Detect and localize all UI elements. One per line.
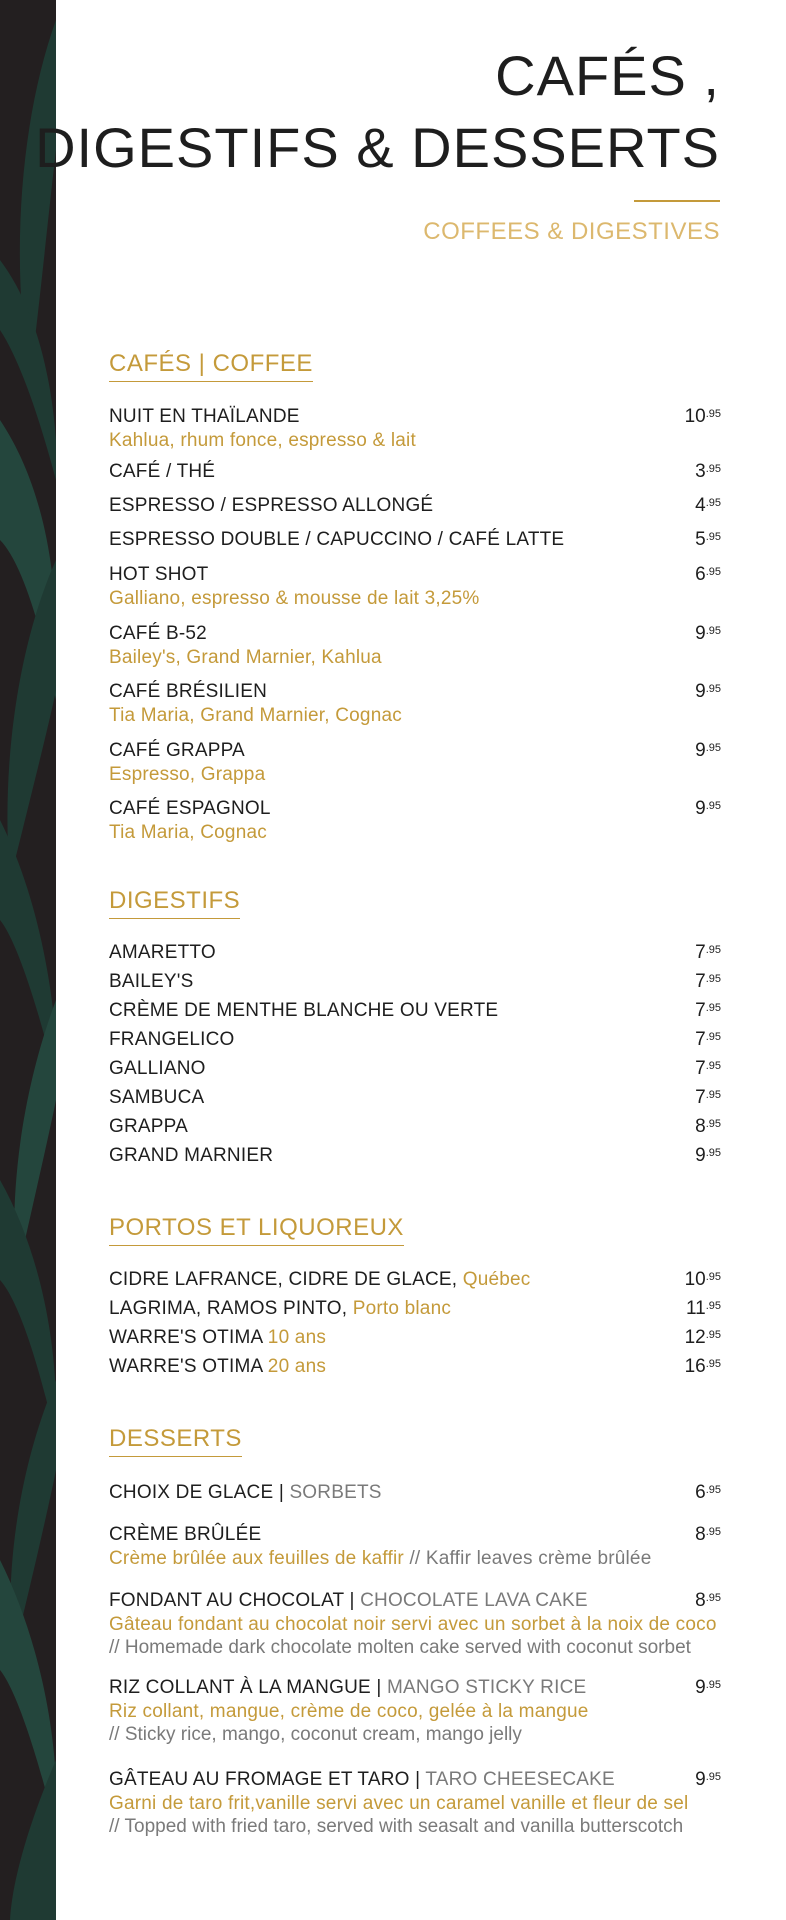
item-name: CRÈME BRÛLÉE [109, 1524, 262, 1545]
item-description: Bailey's, Grand Marnier, Kahlua [109, 647, 382, 668]
item-price: $7^{.95}$ [695, 1029, 721, 1050]
menu-item [109, 1480, 721, 1505]
item-name: ESPRESSO DOUBLE / CAPUCCINO / CAFÉ LATTE [109, 529, 565, 550]
item-name-english: CHOCOLATE LAVA CAKE [360, 1590, 588, 1611]
item-price: $7^{.95}$ [695, 971, 721, 992]
item-price: $9^{.95}$ [695, 1769, 721, 1790]
item-price: $8^{.95}$ [695, 1590, 721, 1611]
menu-item [109, 1267, 721, 1292]
menu-item [109, 998, 721, 1023]
item-name: WARRE'S OTIMA 10 ans [109, 1327, 327, 1348]
item-name: WARRE'S OTIMA 20 ans [109, 1356, 327, 1377]
item-name: FONDANT AU CHOCOLAT | CHOCOLATE LAVA CAKE [109, 1590, 588, 1611]
item-name-english: TARO CHEESECAKE [425, 1769, 615, 1790]
menu-item [109, 1114, 721, 1139]
item-name: GÂTEAU AU FROMAGE ET TARO | TARO CHEESECAKE [109, 1769, 615, 1790]
item-price: $9^{.95}$ [695, 681, 721, 702]
item-name: GRAND MARNIER [109, 1145, 274, 1166]
page-subtitle: COFFEES & DIGESTIVES [423, 218, 720, 245]
menu-item [109, 493, 721, 518]
page-title-line2: DIGESTIFS & DESSERTS [35, 116, 720, 179]
menu-item [109, 1675, 721, 1746]
menu-item [109, 1143, 721, 1168]
separator: // [409, 1548, 421, 1569]
page-title-line1: CAFÉS , [495, 44, 720, 107]
item-name: AMARETTO [109, 942, 216, 963]
item-name: CHOIX DE GLACE | SORBETS [109, 1482, 382, 1503]
item-price: $9^{.95}$ [695, 740, 721, 761]
leaf-pattern-icon [0, 0, 56, 1920]
item-description-english: // Homemade dark chocolate molten cake served with coconut sorbet [109, 1637, 691, 1658]
menu-item [109, 940, 721, 965]
menu-item [109, 1296, 721, 1321]
menu-item [109, 562, 721, 610]
item-name: CAFÉ ESPAGNOL [109, 798, 271, 819]
item-description: Riz collant, mangue, crème de coco, gelée à la mangue [109, 1701, 589, 1722]
item-description: Espresso, Grappa [109, 764, 266, 785]
item-note: Porto blanc [352, 1298, 452, 1319]
item-price: $9^{.95}$ [695, 1677, 721, 1698]
menu-item [109, 1085, 721, 1110]
menu-item [109, 404, 721, 452]
item-price: $12^{.95}$ [684, 1327, 721, 1348]
item-price: $6^{.95}$ [695, 564, 721, 585]
item-price: $11^{.95}$ [685, 1298, 721, 1319]
item-name: SAMBUCA [109, 1087, 205, 1108]
section-title-cafes: CAFÉS | COFFEE [109, 350, 313, 382]
item-description-english: // Sticky rice, mango, coconut cream, mango jelly [109, 1724, 522, 1745]
section-title-desserts: DESSERTS [109, 1425, 242, 1457]
menu-item [109, 459, 721, 484]
menu-item [109, 621, 721, 669]
menu-item [109, 1767, 721, 1838]
menu-item [109, 1056, 721, 1081]
title-divider [634, 200, 720, 202]
item-name: LAGRIMA, RAMOS PINTO, Porto blanc [109, 1298, 452, 1319]
item-name: NUIT EN THAÏLANDE [109, 406, 300, 427]
item-price: $10^{.95}$ [684, 406, 721, 427]
item-name: GALLIANO [109, 1058, 206, 1079]
separator: // [109, 1724, 120, 1745]
item-price: $4^{.95}$ [695, 495, 721, 516]
menu-item [109, 1354, 721, 1379]
menu-item [109, 1522, 721, 1570]
section-title-digestifs: DIGESTIFS [109, 887, 240, 919]
decorative-sidebar [0, 0, 56, 1920]
item-description-english: Kaffir leaves crème brûlée [425, 1548, 652, 1569]
item-name: CIDRE LAFRANCE, CIDRE DE GLACE, Québec [109, 1269, 531, 1290]
item-name: HOT SHOT [109, 564, 209, 585]
item-description: Kahlua, rhum fonce, espresso & lait [109, 430, 416, 451]
item-description: Galliano, espresso & mousse de lait 3,25% [109, 588, 480, 609]
section-title-portos: PORTOS ET LIQUOREUX [109, 1214, 404, 1246]
item-price: $7^{.95}$ [695, 1058, 721, 1079]
item-price: $7^{.95}$ [695, 942, 721, 963]
item-name: GRAPPA [109, 1116, 188, 1137]
section-portos [109, 1214, 721, 1246]
section-cafes [109, 350, 721, 382]
item-name-english: SORBETS [289, 1482, 382, 1503]
item-name: ESPRESSO / ESPRESSO ALLONGÉ [109, 495, 434, 516]
separator: // [109, 1816, 120, 1837]
item-name: CRÈME DE MENTHE BLANCHE OU VERTE [109, 1000, 499, 1021]
item-name: RIZ COLLANT À LA MANGUE | MANGO STICKY RICE [109, 1677, 587, 1698]
item-price: $8^{.95}$ [695, 1116, 721, 1137]
item-description: Gâteau fondant au chocolat noir servi avec un sorbet à la noix de coco [109, 1614, 717, 1635]
item-price: $6^{.95}$ [695, 1482, 721, 1503]
menu-item [109, 1325, 721, 1350]
menu-item [109, 969, 721, 994]
item-price: $16^{.95}$ [684, 1356, 721, 1377]
menu-item [109, 796, 721, 844]
item-name: CAFÉ GRAPPA [109, 740, 245, 761]
menu-item [109, 527, 721, 552]
item-name: CAFÉ / THÉ [109, 461, 216, 482]
item-name: FRANGELICO [109, 1029, 235, 1050]
item-description: Crème brûlée aux feuilles de kaffir // Kaffir leaves crème brûlée [109, 1548, 652, 1569]
separator: // [109, 1637, 120, 1658]
item-name: CAFÉ B-52 [109, 623, 207, 644]
item-name-english: MANGO STICKY RICE [386, 1677, 587, 1698]
item-price: $5^{.95}$ [695, 529, 721, 550]
item-note: 20 ans [267, 1356, 327, 1377]
section-digestifs [109, 887, 721, 919]
item-note: Québec [462, 1269, 531, 1290]
item-note: 10 ans [267, 1327, 327, 1348]
menu-item [109, 679, 721, 727]
item-description-english: // Topped with fried taro, served with seasalt and vanilla butterscotch [109, 1816, 684, 1837]
item-price: $3^{.95}$ [695, 461, 721, 482]
item-price: $8^{.95}$ [695, 1524, 721, 1545]
menu-item [109, 738, 721, 786]
item-description: Garni de taro frit,vanille servi avec un caramel vanille et fleur de sel [109, 1793, 689, 1814]
item-description: Tia Maria, Cognac [109, 822, 267, 843]
menu-item [109, 1588, 721, 1659]
item-description: Tia Maria, Grand Marnier, Cognac [109, 705, 402, 726]
item-price: $9^{.95}$ [695, 798, 721, 819]
item-name: CAFÉ BRÉSILIEN [109, 681, 268, 702]
item-price: $9^{.95}$ [695, 623, 721, 644]
item-price: $10^{.95}$ [684, 1269, 721, 1290]
item-name: BAILEY'S [109, 971, 194, 992]
menu-item [109, 1027, 721, 1052]
item-price: $9^{.95}$ [695, 1145, 721, 1166]
item-price: $7^{.95}$ [695, 1000, 721, 1021]
item-price: $7^{.95}$ [695, 1087, 721, 1108]
section-desserts [109, 1425, 721, 1457]
page-header [35, 40, 720, 246]
